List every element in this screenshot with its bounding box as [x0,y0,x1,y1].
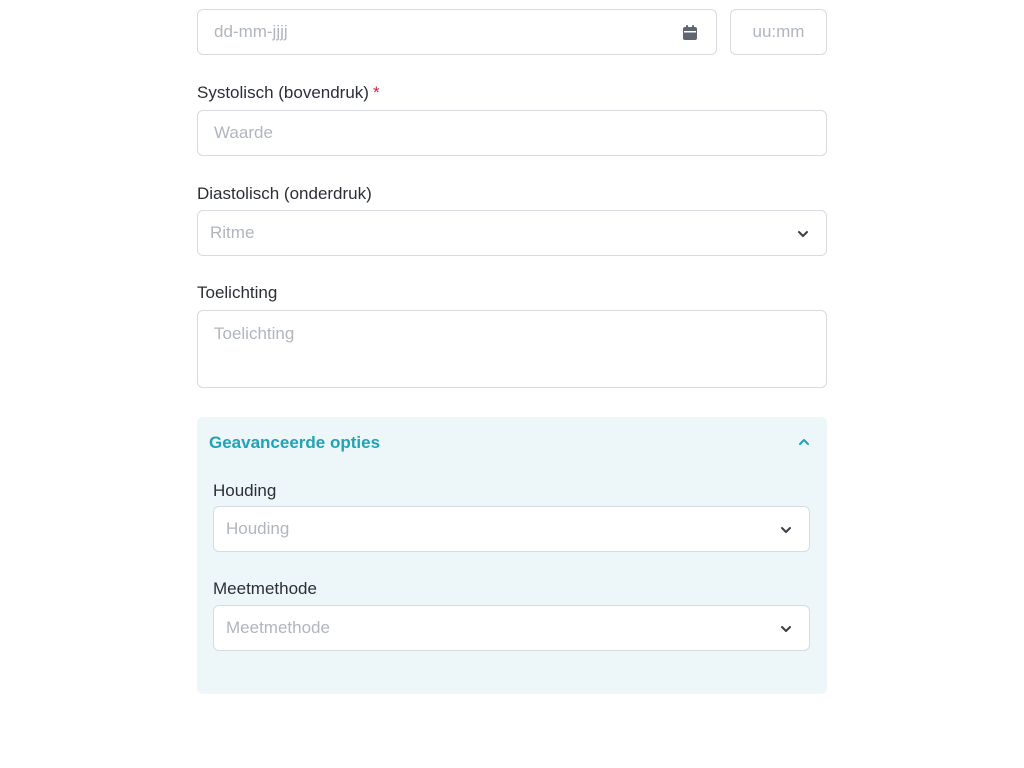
posture-label: Houding [213,481,277,500]
chevron-down-icon [779,622,793,636]
advanced-options-panel [197,417,827,694]
datetime-row [197,9,827,55]
systolic-input[interactable] [197,110,827,156]
diastolic-select[interactable] [197,210,827,256]
systolic-label-text: Systolisch (bovendruk) [197,83,369,102]
required-marker: * [372,83,380,102]
posture-select[interactable] [213,506,810,552]
date-input[interactable] [197,9,717,55]
posture-placeholder: Houding [226,519,290,538]
systolic-label [197,83,380,103]
method-label: Meetmethode [213,579,317,598]
time-input[interactable] [730,9,827,55]
systolic-placeholder: Waarde [214,123,273,142]
notes-textarea[interactable] [197,310,827,388]
chevron-up-icon[interactable] [797,435,811,449]
blood-pressure-form [197,0,827,637]
notes-label: Toelichting [197,283,278,302]
diastolic-label: Diastolisch (onderdruk) [197,184,372,203]
time-placeholder: uu:mm [752,22,805,41]
chevron-down-icon [796,227,810,241]
date-placeholder: dd-mm-jjjj [214,22,288,41]
method-placeholder: Meetmethode [226,618,330,637]
method-select[interactable] [213,605,810,651]
advanced-options-toggle[interactable]: Geavanceerde opties [209,433,381,452]
chevron-down-icon [779,523,793,537]
notes-placeholder: Toelichting [214,324,295,343]
calendar-icon[interactable] [681,24,699,42]
diastolic-placeholder: Ritme [210,223,255,242]
